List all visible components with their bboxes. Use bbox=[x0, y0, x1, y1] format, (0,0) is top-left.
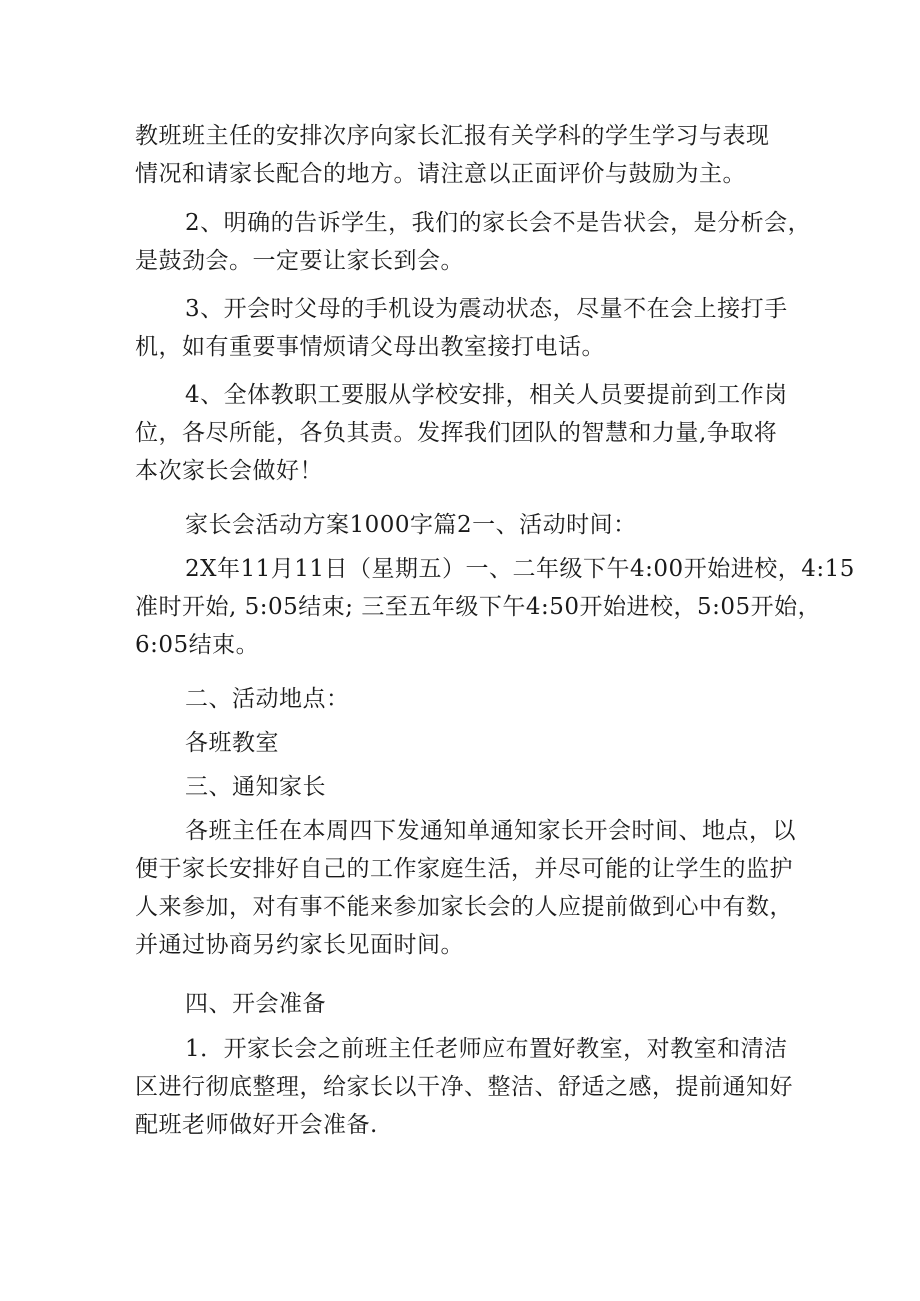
paragraph-location bbox=[135, 724, 800, 762]
text-line: 各班主任在本周四下发通知单通知家长开会时间、地点，以 bbox=[185, 818, 796, 844]
text-line: 本次家长会做好！ bbox=[135, 458, 323, 484]
paragraph-report-order bbox=[135, 117, 800, 193]
text-line: 配班老师做好开会准备. bbox=[135, 1112, 378, 1138]
paragraph-item-3 bbox=[135, 290, 800, 366]
text-line: 便于家长安排好自己的工作家庭生活，并尽可能的让学生的监护 bbox=[135, 856, 793, 882]
text-line: 各班教室 bbox=[185, 730, 279, 756]
text-line: 2、明确的告诉学生，我们的家长会不是告状会，是分析会， bbox=[185, 210, 812, 236]
text-line: 三、通知家长 bbox=[185, 774, 326, 800]
text-line: 是鼓劲会。一定要让家长到会。 bbox=[135, 248, 464, 274]
text-line: 准时开始, 5:05结束; 三至五年级下午4:50开始进校，5:05开始， bbox=[135, 594, 822, 620]
text-line: 并通过协商另约家长见面时间。 bbox=[135, 932, 464, 958]
section-heading-meeting-prep bbox=[135, 985, 800, 1023]
text-line: 6:05结束。 bbox=[135, 632, 260, 658]
paragraph-item-4 bbox=[135, 376, 800, 490]
paragraph-notify-parents bbox=[135, 812, 800, 964]
text-line: 教班班主任的安排次序向家长汇报有关学科的学生学习与表现 bbox=[135, 123, 770, 149]
paragraph-item-2 bbox=[135, 204, 812, 280]
text-line: 4、全体教职工要服从学校安排，相关人员要提前到工作岗 bbox=[185, 382, 788, 408]
section-heading-location bbox=[135, 680, 800, 718]
text-line: 人来参加，对有事不能来参加家长会的人应提前做到心中有数， bbox=[135, 894, 793, 920]
paragraph-meeting-prep bbox=[135, 1030, 800, 1144]
section-heading-activity-time bbox=[135, 506, 800, 544]
text-line: 3、开会时父母的手机设为震动状态，尽量不在会上接打手 bbox=[185, 296, 788, 322]
text-line: 家长会活动方案1000字篇2一、活动时间： bbox=[185, 512, 637, 538]
text-line: 情况和请家长配合的地方。请注意以正面评价与鼓励为主。 bbox=[135, 161, 746, 187]
text-line: 位，各尽所能，各负其责。发挥我们团队的智慧和力量,争取将 bbox=[135, 420, 778, 446]
text-line: 四、开会准备 bbox=[185, 991, 326, 1017]
text-line: 二、活动地点： bbox=[185, 686, 350, 712]
text-line: 区进行彻底整理，给家长以干净、整洁、舒适之感，提前通知好 bbox=[135, 1074, 793, 1100]
text-line: 2X年11月11日（星期五）一、二年级下午4:00开始进校，4:15 bbox=[185, 556, 855, 582]
text-line: 机，如有重要事情烦请父母出教室接打电话。 bbox=[135, 334, 605, 360]
paragraph-schedule bbox=[135, 550, 855, 664]
text-line: 1．开家长会之前班主任老师应布置好教室，对教室和清洁 bbox=[185, 1036, 788, 1062]
section-heading-notify-parents bbox=[135, 768, 800, 806]
